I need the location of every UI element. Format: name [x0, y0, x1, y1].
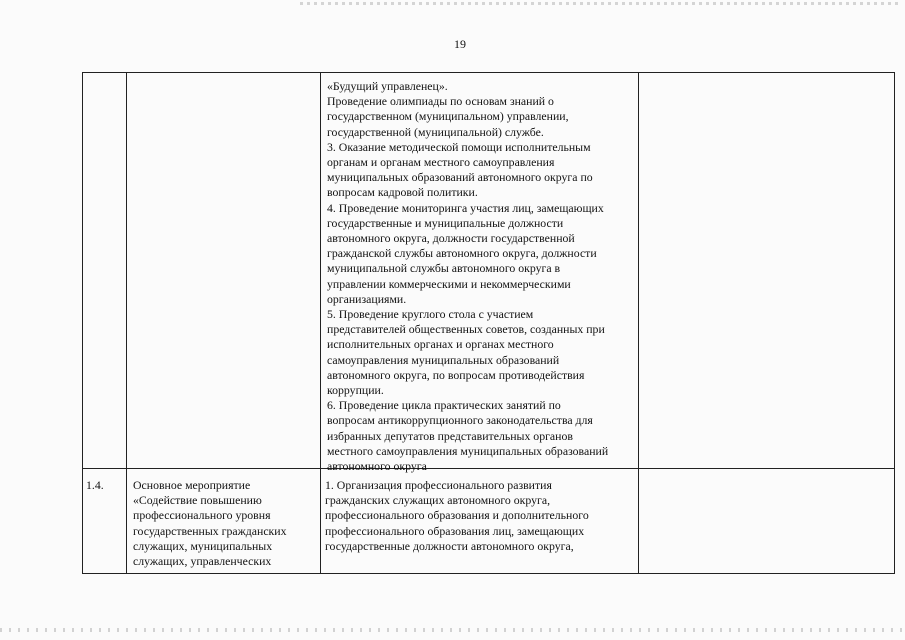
table-border-bottom — [82, 573, 895, 574]
table-col-divider-3 — [638, 72, 639, 574]
page-number: 19 — [454, 37, 466, 51]
table-border-right — [894, 72, 895, 574]
row2-number: 1.4. — [86, 478, 104, 492]
table-col-divider-2 — [320, 72, 321, 574]
table-border-left — [82, 72, 83, 574]
scan-edge-top — [300, 2, 900, 5]
scan-edge-bottom — [0, 628, 905, 632]
row2-activities-text: 1. Организация профессионального развития гражданских служащих автономного округа, профессионального образования и дополнительного профессионального образования лиц, замещающих государственные должности автономного округа, — [325, 478, 589, 553]
table-border-top — [82, 72, 895, 73]
table-col-divider-1 — [126, 72, 127, 574]
row2-main-activity: Основное мероприятие «Содействие повышению профессионального уровня государственных гражданских служащих, муниципальных служащих, управленческих — [133, 478, 287, 569]
row1-activities-text: «Будущий управленец». Проведение олимпиады по основам знаний о государственном (муниципальном) управлении, государственной (муниципальной) службе. 3. Оказание методической помощи исполнительным органам и органам местного самоуправления муниципальных образований автономного округа по вопросам кадровой политики. 4. Проведение мониторинга участия лиц, замещающих государственные и муниципальные должности автономного округа, должности государственной гражданской службы автономного округа, должности муниципальной службы автономного округа в управлении коммерческими и некоммерческими организациями. 5. Проведение круглого стола с участием представителей общественных советов, созданных при исполнительных органах и органах местного самоуправления муниципальных образований автономного округа, по вопросам противодействия коррупции. 6. Проведение цикла практических занятий по вопросам антикоррупционного законодательства для избранных депутатов представительных органов местного самоуправления муниципальных образований автономного округа — [327, 79, 609, 474]
